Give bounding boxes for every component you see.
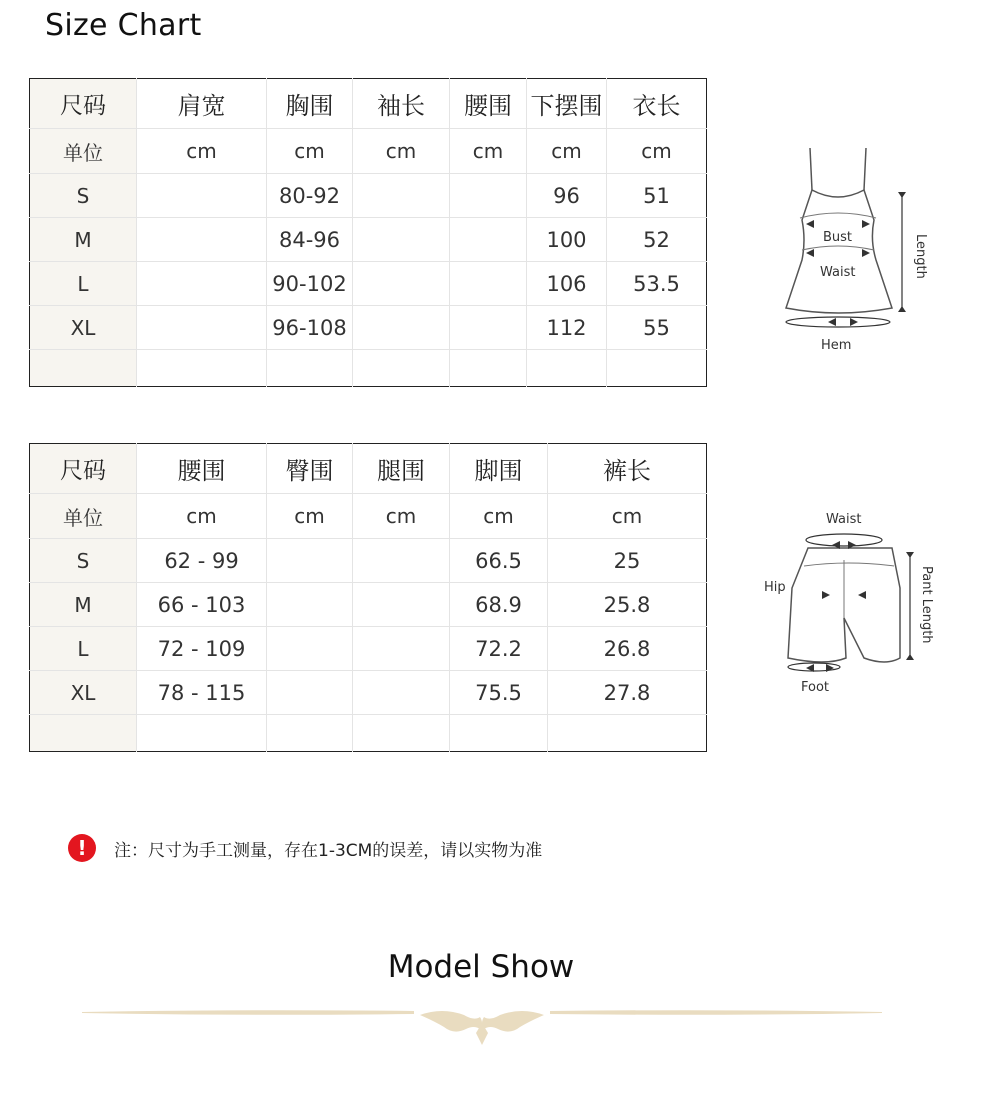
table-cell [137,174,267,218]
table-cell: 66.5 [450,539,548,583]
length-label: Length [913,234,928,279]
table-cell [267,715,353,752]
size-cell: S [30,174,137,218]
table-cell [353,306,450,350]
size-cell: L [30,262,137,306]
header-cell: 臀围 [267,444,353,494]
size-cell [30,350,137,387]
table-cell [267,627,353,671]
table-cell [527,350,607,387]
header-cell: 衣长 [607,79,707,129]
size-cell: S [30,539,137,583]
size-cell: L [30,627,137,671]
table-cell [267,539,353,583]
header-cell: 尺码 [30,444,137,494]
header-cell: 尺码 [30,79,137,129]
table-cell [267,350,353,387]
header-cell: 脚围 [450,444,548,494]
header-cell: 下摆围 [527,79,607,129]
table-row [30,539,707,583]
unit-cell: cm [353,129,450,174]
waist-label: Waist [820,265,856,280]
table-cell [137,715,267,752]
table-cell [353,218,450,262]
table-cell [353,627,450,671]
table-cell [353,350,450,387]
table-cell [353,671,450,715]
table-cell [548,715,707,752]
unit-cell: cm [450,129,527,174]
header-cell: 袖长 [353,79,450,129]
unit-cell: cm [137,129,267,174]
header-cell: 腿围 [353,444,450,494]
table-cell [450,218,527,262]
table-cell: 90-102 [267,262,353,306]
table-unit-row [30,494,707,539]
table-cell: 106 [527,262,607,306]
table-cell [137,262,267,306]
note-text: 注：尺寸为手工测量，存在1-3CM的误差，请以实物为准 [114,840,543,861]
table-row [30,218,707,262]
shorts-diagram [760,508,940,700]
table-cell: 72 - 109 [137,627,267,671]
bottom-size-table [29,443,707,752]
table-row [30,627,707,671]
table-cell: 75.5 [450,671,548,715]
header-cell: 腰围 [137,444,267,494]
unit-cell: 单位 [30,494,137,539]
table-cell [137,350,267,387]
header-cell: 胸围 [267,79,353,129]
table-row [30,262,707,306]
table-cell: 68.9 [450,583,548,627]
table-row [30,671,707,715]
table-cell: 100 [527,218,607,262]
table-header-row [30,79,707,129]
page-title: Size Chart [45,8,202,43]
measurement-note [68,834,542,862]
hem-label: Hem [821,338,852,353]
table-cell [353,174,450,218]
table-cell [450,350,527,387]
table-cell: 25 [548,539,707,583]
unit-cell: cm [267,494,353,539]
table-row [30,174,707,218]
table-cell: 112 [527,306,607,350]
size-cell: M [30,583,137,627]
strap-left [810,148,812,190]
top-size-table [29,78,707,387]
table-cell [353,262,450,306]
table-cell [607,350,707,387]
table-cell: 25.8 [548,583,707,627]
unit-cell: cm [267,129,353,174]
table-cell [267,583,353,627]
unit-cell: cm [353,494,450,539]
table-cell: 66 - 103 [137,583,267,627]
table-cell: 96 [527,174,607,218]
table-cell: 84-96 [267,218,353,262]
table-cell [450,174,527,218]
size-cell: M [30,218,137,262]
table-cell: 51 [607,174,707,218]
unit-cell: cm [450,494,548,539]
table-cell [450,262,527,306]
header-cell: 肩宽 [137,79,267,129]
camisole-outline [786,190,892,313]
table-cell: 26.8 [548,627,707,671]
table-cell: 78 - 115 [137,671,267,715]
size-cell [30,715,137,752]
table-row [30,350,707,387]
table-cell [137,306,267,350]
table-cell: 55 [607,306,707,350]
table-cell: 72.2 [450,627,548,671]
header-cell: 裤长 [548,444,707,494]
table-row [30,715,707,752]
size-cell: XL [30,671,137,715]
table-cell [450,715,548,752]
ornament-divider [82,1003,882,1048]
table-cell: 27.8 [548,671,707,715]
table-row [30,583,707,627]
table-row [30,306,707,350]
header-cell: 腰围 [450,79,527,129]
table-cell [353,715,450,752]
unit-cell: cm [548,494,707,539]
table-cell: 53.5 [607,262,707,306]
waist-label: Waist [826,512,862,527]
table-cell [353,539,450,583]
pant-length-label: Pant Length [919,566,934,644]
unit-cell: 单位 [30,129,137,174]
strap-right [864,148,866,190]
table-cell [137,218,267,262]
foot-label: Foot [801,680,830,695]
unit-cell: cm [137,494,267,539]
unit-cell: cm [527,129,607,174]
camisole-diagram [770,140,940,360]
table-cell [353,583,450,627]
table-header-row [30,444,707,494]
table-cell: 62 - 99 [137,539,267,583]
table-cell [267,671,353,715]
table-cell [450,306,527,350]
section-title: Model Show [387,949,575,985]
hip-label: Hip [764,580,786,595]
size-cell: XL [30,306,137,350]
exclamation-icon: ! [68,834,96,862]
bust-label: Bust [823,230,853,245]
table-cell: 80-92 [267,174,353,218]
unit-cell: cm [607,129,707,174]
table-unit-row [30,129,707,174]
table-cell: 96-108 [267,306,353,350]
table-cell: 52 [607,218,707,262]
